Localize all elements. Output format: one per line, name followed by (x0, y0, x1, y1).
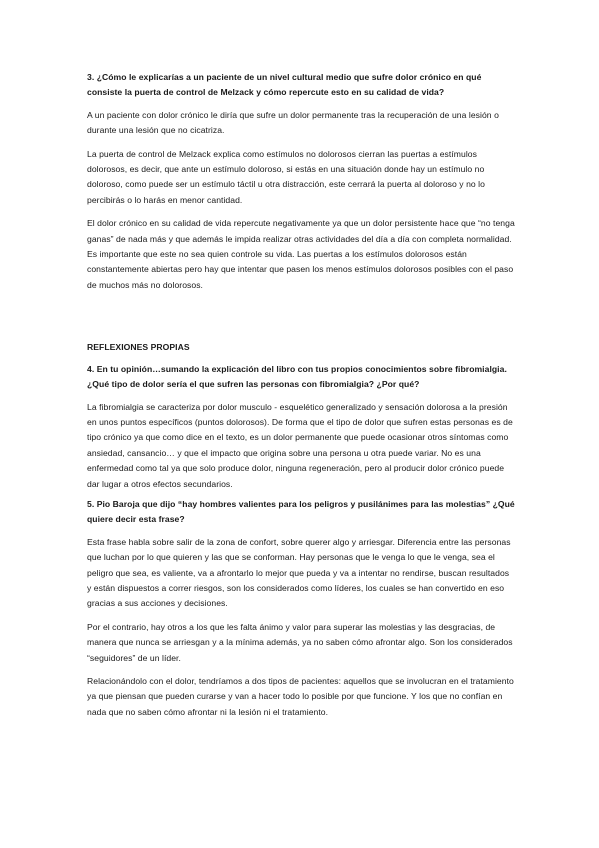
q5-paragraph-1: Esta frase habla sobre salir de la zona de confort, sobre querer algo y arriesgar. Diferencia entre las personas que luchan por lo que quieren y las que se conforman. Hay personas que le venga lo que le venga, sea el peligro que sea, es valiente, va a afrontarlo lo mejor que pueda y va a intentar no rendirse, buscan resultados y están dispuestos a correr riesgos, son los considerados como líderes, los cuales se han convertido en eso gracias a sus acciones y decisiones. (87, 536, 511, 609)
section-title: REFLEXIONES PROPIAS (87, 342, 190, 353)
question-5: 5. Pio Baroja que dijo “hay hombres valientes para los peligros y pusilánimes para las molestias” ¿Qué quiere decir esta frase? (87, 498, 515, 525)
q3-paragraph-2: La puerta de control de Melzack explica como estímulos no dolorosos cierran las puertas a estímulos dolorosos, es decir, que ante un estímulo doloroso, si estás en una situación donde hay un estímulo no doloroso, como puede ser un estímulo táctil u otra distracción, este cerrará la puerta al doloroso y no lo percibirás o lo harás en menor cantidad. (87, 148, 485, 205)
q3-paragraph-1: A un paciente con dolor crónico le diría que sufre un dolor permanente tras la recuperación de una lesión o durante una lesión que no cicatriza. (87, 109, 499, 136)
document-page (87, 70, 515, 720)
q4-paragraph-1: La fibromialgia se caracteriza por dolor musculo - esquelético generalizado y sensación dolorosa a la presión en unos puntos específicos (puntos dolorosos). De forma que el tipo de dolor que sufren estas personas es de tipo crónico ya que como dice en el texto, es un dolor permanente que puede ocasionar otros síntomas como ansiedad, cansancio… y que el impacto que origina sobre una persona u otra puede variar. No es una enfermedad como tal ya que solo produce dolor, ninguna regeneración, pero al producir dolor crónico puede dar lugar a otros efectos secundarios. (87, 401, 513, 489)
q3-paragraph-3: El dolor crónico en su calidad de vida repercute negativamente ya que un dolor persistente hace que “no tenga ganas” de nada más y que además le impida realizar otras actividades del día a día con completa normalidad. Es importante que este no sea quien controle su vida. Las puertas a los estímulos dolorosos están constantemente abiertas pero hay que intentar que pasen los menos estímulos dolorosos posibles con el paso de muchos más no dolorosos. (87, 218, 515, 290)
q5-paragraph-2: Por el contrario, hay otros a los que les falta ánimo y valor para superar las molestias y las desgracias, de manera que nunca se arriesgan y a la mínima además, ya no saben cómo afrontar algo. Son los considerados “seguidores” de un líder. (87, 621, 513, 663)
question-4: 4. En tu opinión…sumando la explicación del libro con tus propios conocimientos sobre fibromialgia. ¿Qué tipo de dolor sería el que sufren las personas con fibromialgia? ¿Por qué? (87, 363, 507, 390)
q5-paragraph-3: Relacionándolo con el dolor, tendríamos a dos tipos de pacientes: aquellos que se involucran en el tratamiento ya que piensan que pueden curarse y van a hacer todo lo posible por que funcione. Y los que no confían en nada que no saben cómo afrontar ni la lesión ni el tratamiento. (87, 676, 514, 717)
question-3: 3. ¿Cómo le explicarías a un paciente de un nivel cultural medio que sufre dolor crónico en qué consiste la puerta de control de Melzack y cómo repercute esto en su calidad de vida? (87, 72, 482, 98)
